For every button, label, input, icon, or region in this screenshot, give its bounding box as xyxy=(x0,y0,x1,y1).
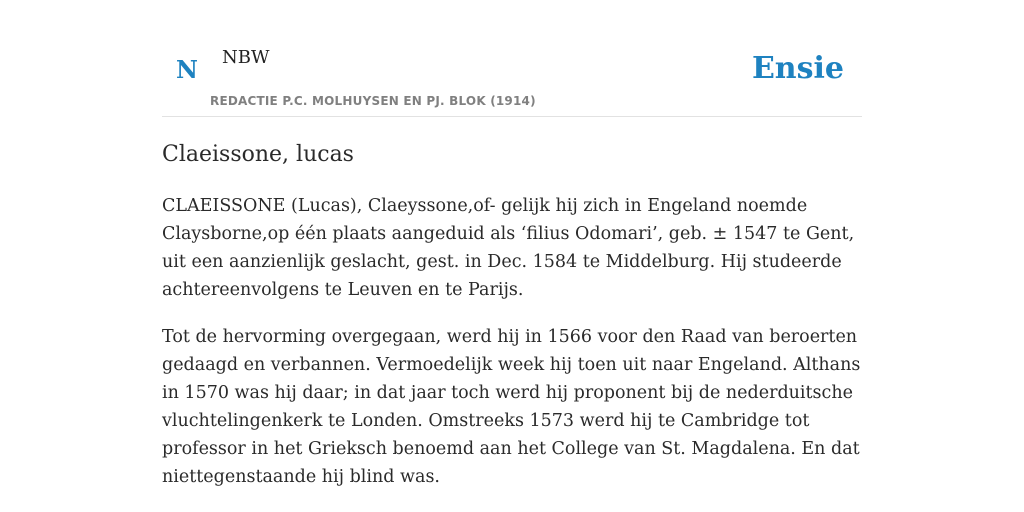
entry-body xyxy=(162,192,862,510)
entry-paragraph: Tot de hervorming overgegaan, werd hij in 1566 voor den Raad van beroerten gedaagd en verbannen. Vermoedelijk week hij toen uit naar Engeland. Althans in 1570 was hij daar; in dat jaar toch werd hij proponent bij de nederduitsche vluchtelingenkerk te Londen. Omstreeks 1573 werd hij te Cambridge tot professor in het Grieksch benoemd aan het College van St. Magdalena. En dat niettegenstaande hij blind was. xyxy=(162,327,861,487)
source-header xyxy=(162,0,862,117)
source-logo[interactable]: N xyxy=(176,55,198,84)
source-subtitle: REDACTIE P.C. MOLHUYSEN EN PJ. BLOK (1914) xyxy=(210,94,536,108)
brand-logo[interactable]: Ensie xyxy=(751,51,844,86)
source-title[interactable]: NBW xyxy=(222,47,270,68)
entry-title: Claeissone, lucas xyxy=(162,142,354,167)
entry-paragraph: CLAEISSONE (Lucas), Claeyssone,of- gelijk hij zich in Engeland noemde Claysborne,op één plaats aangeduid als ‘filius Odomari’, geb. ± 1547 te Gent, uit een aanzienlijk geslacht, gest. in Dec. 1584 te Middelburg. Hij studeerde achtereenvolgens te Leuven en te Parijs. xyxy=(162,196,855,300)
